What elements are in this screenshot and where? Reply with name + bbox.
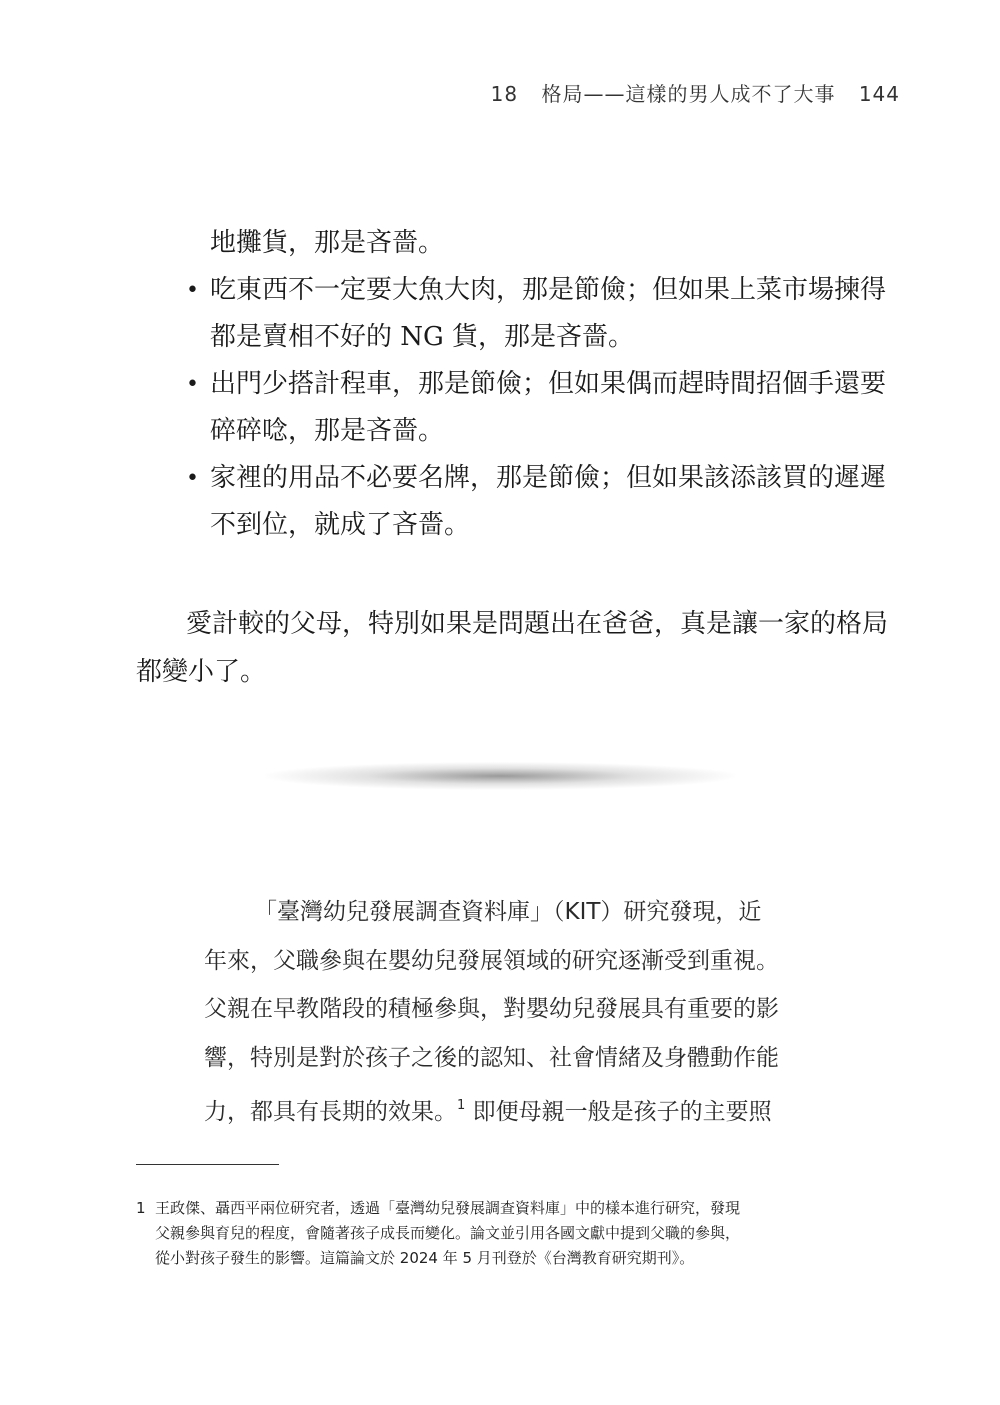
bullet-list	[184, 220, 887, 549]
callout-text: 力，都具有長期的效果。	[204, 1099, 457, 1125]
list-item	[184, 267, 887, 361]
footnote	[136, 1196, 876, 1271]
callout-line	[204, 1082, 804, 1137]
footnote-rule	[136, 1164, 279, 1165]
list-item-line: 出門少搭計程車，那是節儉；但如果偶而趕時間招個手還要	[210, 369, 887, 399]
paragraph-line: 都變小了。	[136, 657, 267, 687]
footnote-text: 王政傑、聶西平兩位研究者，透過「臺灣幼兒發展調查資料庫」中的樣本進行研究，發現	[155, 1199, 741, 1217]
footnote-number: 1	[136, 1199, 146, 1217]
list-item-line: 家裡的用品不必要名牌，那是節儉；但如果該添該買的遲遲	[210, 463, 887, 493]
footnote-line: 從小對孩子發生的影響。這篇論文於 2024 年 5 月刊登於《台灣教育研究期刊》。	[155, 1249, 695, 1267]
callout-line: 年來，父職參與在嬰幼兒發展領域的研究逐漸受到重視。	[204, 947, 779, 974]
list-item	[184, 455, 887, 549]
list-item-line: 吃東西不一定要大魚大肉，那是節儉；但如果上菜市場揀得	[210, 275, 887, 305]
research-callout	[204, 888, 804, 1137]
section-divider	[265, 762, 735, 790]
list-item-line: 不到位，就成了吝嗇。	[210, 510, 471, 540]
footnote-line	[136, 1196, 876, 1221]
bullet-icon: •	[186, 278, 199, 303]
list-item-line: 碎碎唸，那是吝嗇。	[210, 416, 445, 446]
running-header	[491, 78, 900, 107]
page-number: 144	[858, 82, 900, 106]
callout-line: 「臺灣幼兒發展調查資料庫」（KIT）研究發現，近	[254, 899, 762, 925]
footnote-line: 父親參與育兒的程度，會隨著孩子成長而變化。論文並引用各國文獻中提到父職的參與，	[155, 1224, 741, 1242]
bullet-icon: •	[186, 372, 199, 397]
bullet-icon: •	[186, 466, 199, 491]
list-item-line: 都是賣相不好的 NG 貨，那是吝嗇。	[210, 322, 635, 352]
paragraph-line: 愛計較的父母，特別如果是問題出在爸爸，真是讓一家的格局	[186, 609, 889, 639]
list-item	[184, 361, 887, 455]
callout-line: 父親在早教階段的積極參與，對嬰幼兒發展具有重要的影	[204, 996, 779, 1022]
callout-line: 響，特別是對於孩子之後的認知、社會情緒及身體動作能	[204, 1044, 779, 1071]
bullet-continuation: 地攤貨，那是吝嗇。	[210, 228, 445, 258]
callout-text: 即便母親一般是孩子的主要照	[465, 1099, 772, 1125]
chapter-number: 18	[490, 82, 519, 106]
chapter-title: 格局——這樣的男人成不了大事	[541, 82, 836, 106]
body-paragraph	[136, 600, 889, 696]
footnote-reference[interactable]: 1	[457, 1098, 466, 1113]
